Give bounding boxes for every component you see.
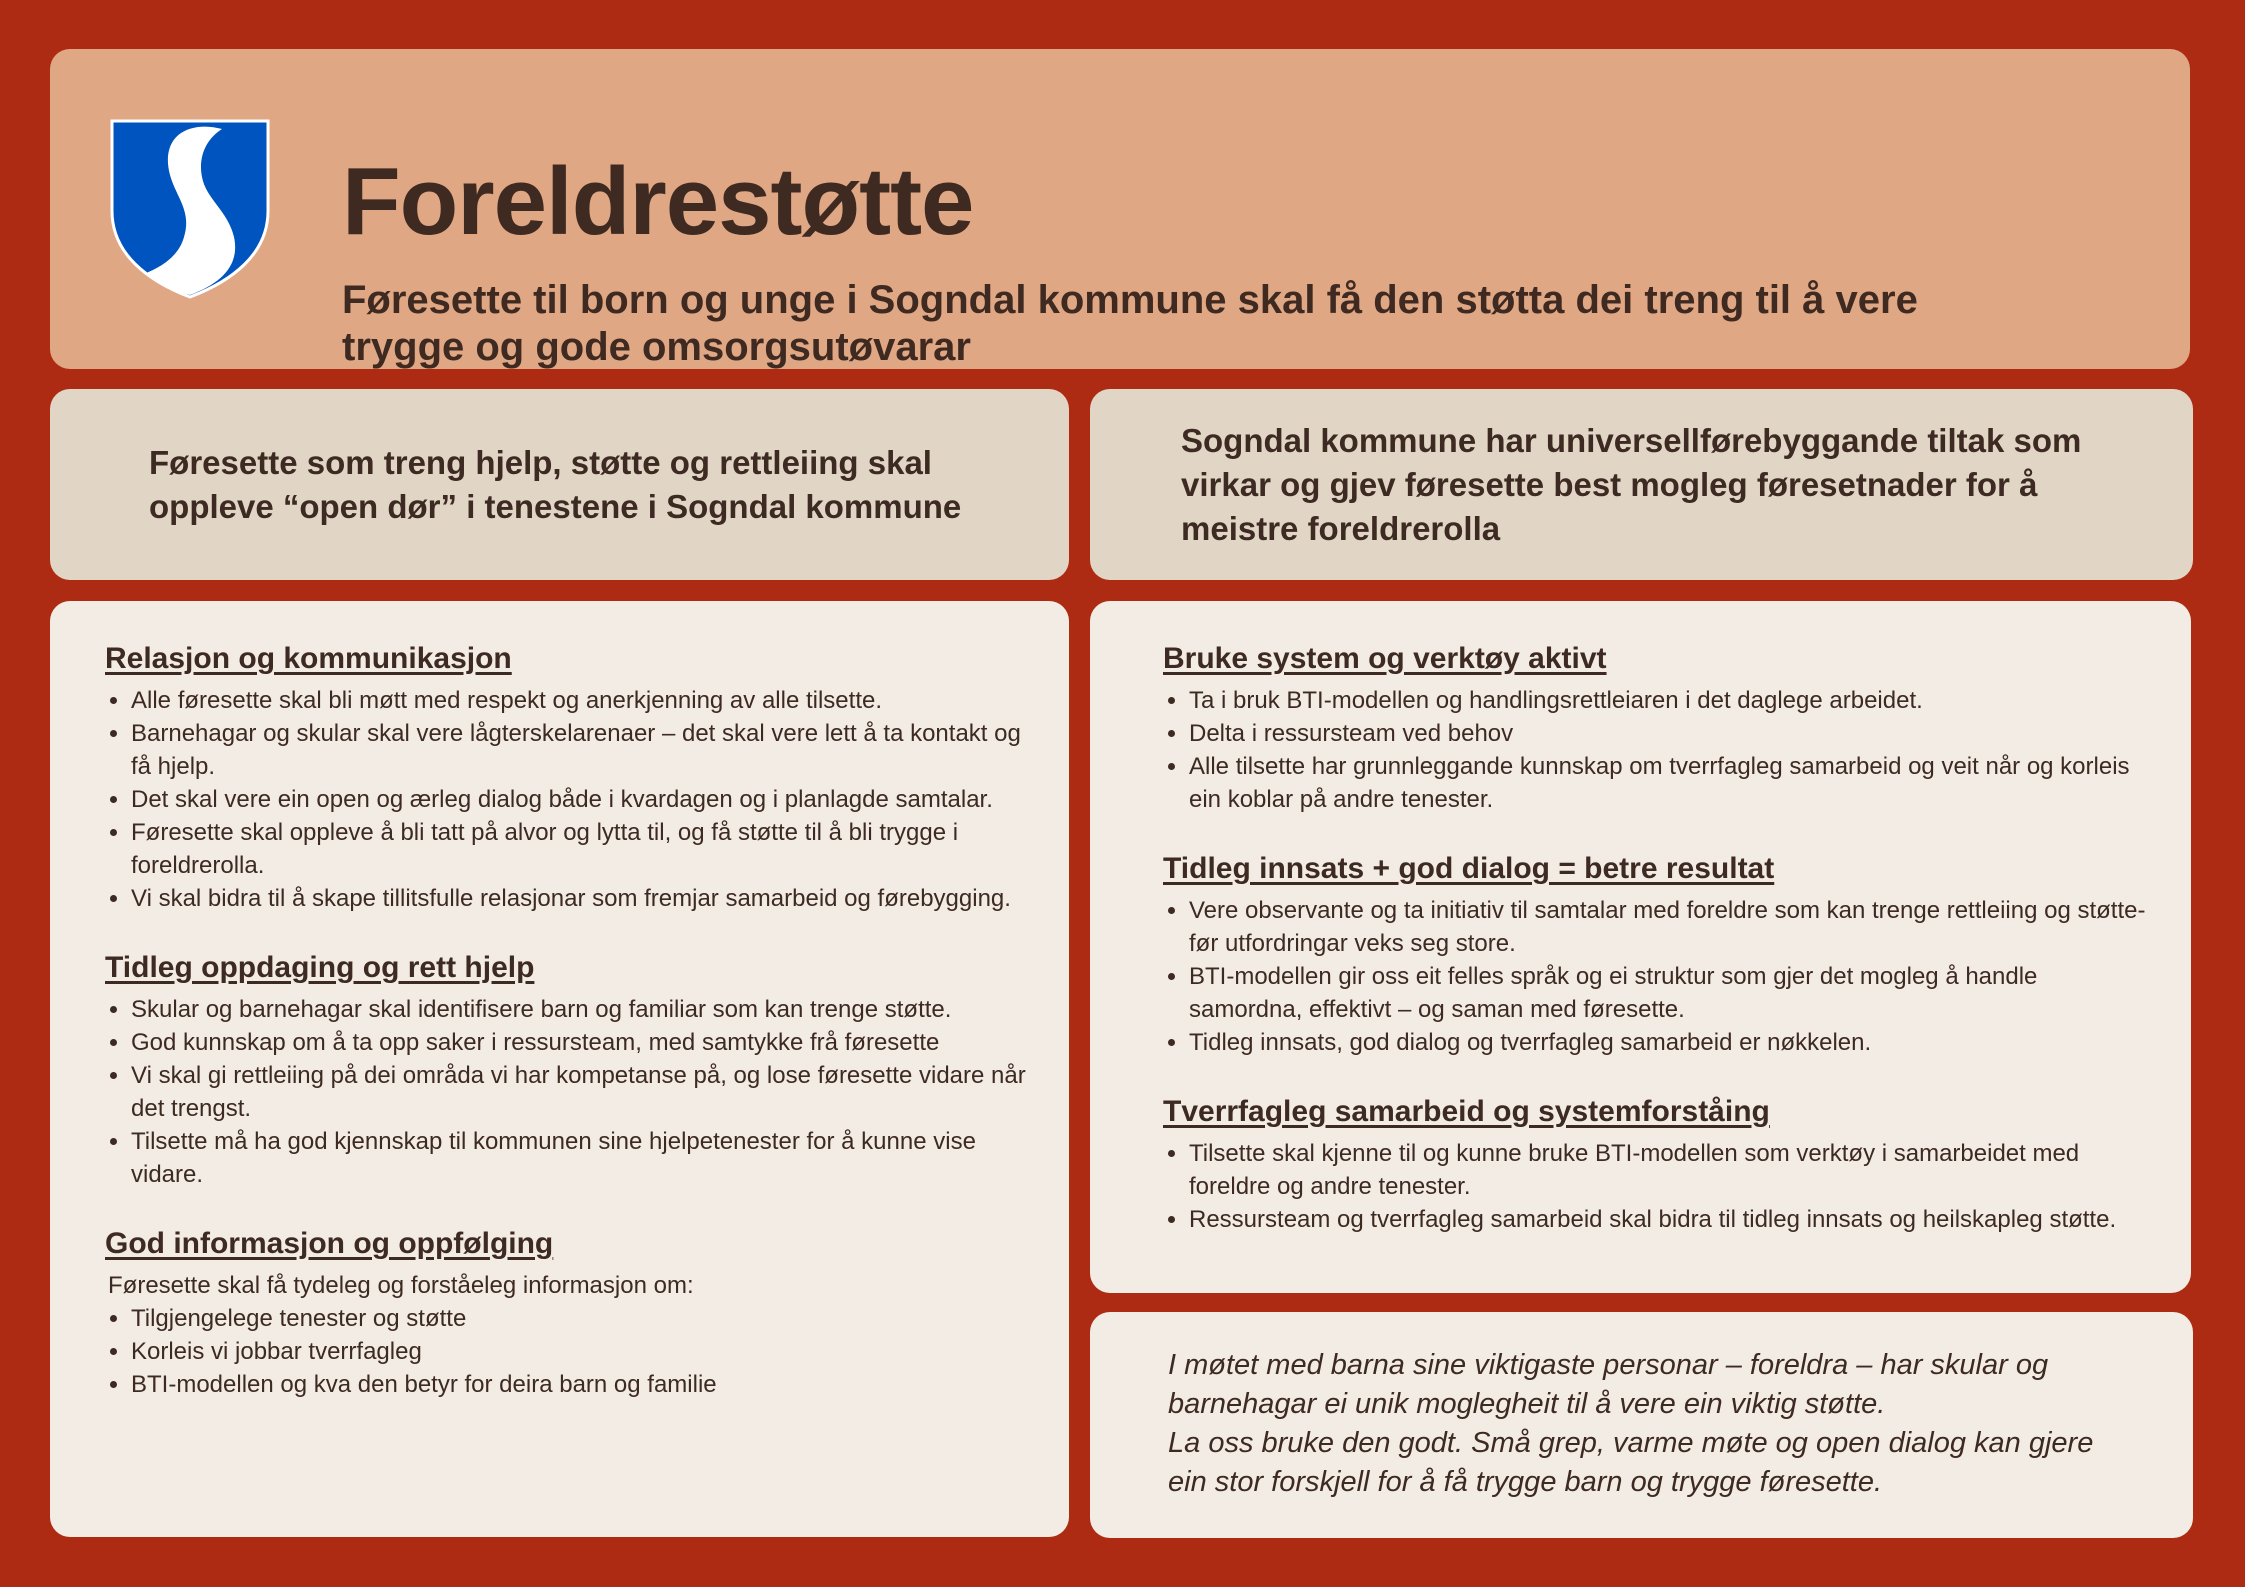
list-item: • Alle tilsette har grunnleggande kunnskap om tverrfagleg samarbeid og veit når og korleis ein koblar på andre tenester. xyxy=(1189,750,2151,816)
section-bruke-system xyxy=(1163,640,2151,816)
section-tverrfagleg xyxy=(1163,1093,2151,1236)
bullet-list xyxy=(105,993,1029,1191)
section-heading: God informasjon og oppfølging xyxy=(105,1227,554,1260)
list-item: • God kunnskap om å ta opp saker i ressursteam, med samtykke frå føresette xyxy=(131,1026,1029,1059)
sogndal-coat-of-arms-icon xyxy=(110,119,270,299)
quote-box xyxy=(1090,1312,2193,1538)
list-item: • Korleis vi jobbar tverrfagleg xyxy=(131,1335,1029,1368)
list-item: • Barnehagar og skular skal vere lågterskelarenaer – det skal vere lett å ta kontakt og få hjelp. xyxy=(131,717,1029,783)
open-door-statement-box xyxy=(50,389,1069,580)
list-item: • BTI-modellen gir oss eit felles språk og ei struktur som gjer det mogleg å handle samordna, effektivt – og saman med føresette. xyxy=(1189,960,2151,1026)
list-item: • Vi skal gi rettleiing på dei områda vi har kompetanse på, og lose føresette vidare når det trengst. xyxy=(131,1059,1029,1125)
section-intro: Føresette skal få tydeleg og forståeleg informasjon om: xyxy=(108,1272,694,1299)
section-heading: Tidleg innsats + god dialog = betre resultat xyxy=(1163,852,1775,885)
open-door-statement: Føresette som treng hjelp, støtte og rettleiing skal oppleve “open dør” i tenestene i Sogndal kommune xyxy=(149,443,962,525)
page-subtitle: Føresette til born og unge i Sogndal kommune skal få den støtta dei treng til å vere trygge og gode omsorgsutøvarar xyxy=(342,278,1918,369)
list-item: • Tilgjengelege tenester og støtte xyxy=(131,1302,1029,1335)
bullet-list xyxy=(1163,1137,2151,1236)
list-item: • Tilsette må ha god kjennskap til kommunen sine hjelpetenester for å kunne vise vidare. xyxy=(131,1125,1029,1191)
bullet-list xyxy=(1163,684,2151,816)
header-banner xyxy=(50,49,2190,369)
right-content-panel xyxy=(1090,601,2191,1293)
list-item: • Alle føresette skal bli møtt med respekt og anerkjenning av alle tilsette. xyxy=(131,684,1029,717)
section-relasjon xyxy=(105,640,1029,915)
section-heading: Relasjon og kommunikasjon xyxy=(105,642,512,675)
section-tidleg-oppdaging xyxy=(105,949,1029,1191)
section-tidleg-innsats xyxy=(1163,850,2151,1059)
page-title: Foreldrestøtte xyxy=(342,148,974,255)
section-heading: Bruke system og verktøy aktivt xyxy=(1163,642,1607,675)
universal-prevention-statement: Sogndal kommune har universellførebyggande tiltak som virkar og gjev føresette best mogleg føresetnader for å meistre foreldrerolla xyxy=(1181,421,2082,547)
quote-line-2: La oss bruke den godt. Små grep, varme møte og open dialog kan gjere ein stor forskjell for å få trygge barn og trygge føresette. xyxy=(1168,1427,2094,1498)
universal-prevention-statement-box xyxy=(1090,389,2193,580)
closing-quote xyxy=(1168,1346,2133,1502)
bullet-list xyxy=(105,684,1029,915)
quote-line-1: I møtet med barna sine viktigaste personar – foreldra – har skular og barnehagar ei unik moglegheit til å vere ein viktig støtte. xyxy=(1168,1349,2049,1420)
list-item: • Ressursteam og tverrfagleg samarbeid skal bidra til tidleg innsats og heilskapleg støtte. xyxy=(1189,1203,2151,1236)
list-item: • Vi skal bidra til å skape tillitsfulle relasjonar som fremjar samarbeid og førebygging. xyxy=(131,882,1029,915)
list-item: • Delta i ressursteam ved behov xyxy=(1189,717,2151,750)
list-item: • Tilsette skal kjenne til og kunne bruke BTI-modellen som verktøy i samarbeidet med foreldre og andre tenester. xyxy=(1189,1137,2151,1203)
list-item: • Vere observante og ta initiativ til samtalar med foreldre som kan trenge rettleiing og støtte- før utfordringar veks seg store. xyxy=(1189,894,2151,960)
list-item: • Tidleg innsats, god dialog og tverrfagleg samarbeid er nøkkelen. xyxy=(1189,1026,2151,1059)
section-heading: Tidleg oppdaging og rett hjelp xyxy=(105,951,535,984)
list-item: • Skular og barnehagar skal identifisere barn og familiar som kan trenge støtte. xyxy=(131,993,1029,1026)
list-item: • Ta i bruk BTI-modellen og handlingsrettleiaren i det daglege arbeidet. xyxy=(1189,684,2151,717)
list-item: • Føresette skal oppleve å bli tatt på alvor og lytta til, og få støtte til å bli trygge i foreldrerolla. xyxy=(131,816,1029,882)
section-god-informasjon xyxy=(105,1225,1029,1401)
left-content-panel xyxy=(50,601,1069,1537)
bullet-list xyxy=(1163,894,2151,1059)
bullet-list xyxy=(105,1302,1029,1401)
list-item: • Det skal vere ein open og ærleg dialog både i kvardagen og i planlagde samtalar. xyxy=(131,783,1029,816)
section-heading: Tverrfagleg samarbeid og systemforståing xyxy=(1163,1095,1770,1128)
list-item: • BTI-modellen og kva den betyr for deira barn og familie xyxy=(131,1368,1029,1401)
